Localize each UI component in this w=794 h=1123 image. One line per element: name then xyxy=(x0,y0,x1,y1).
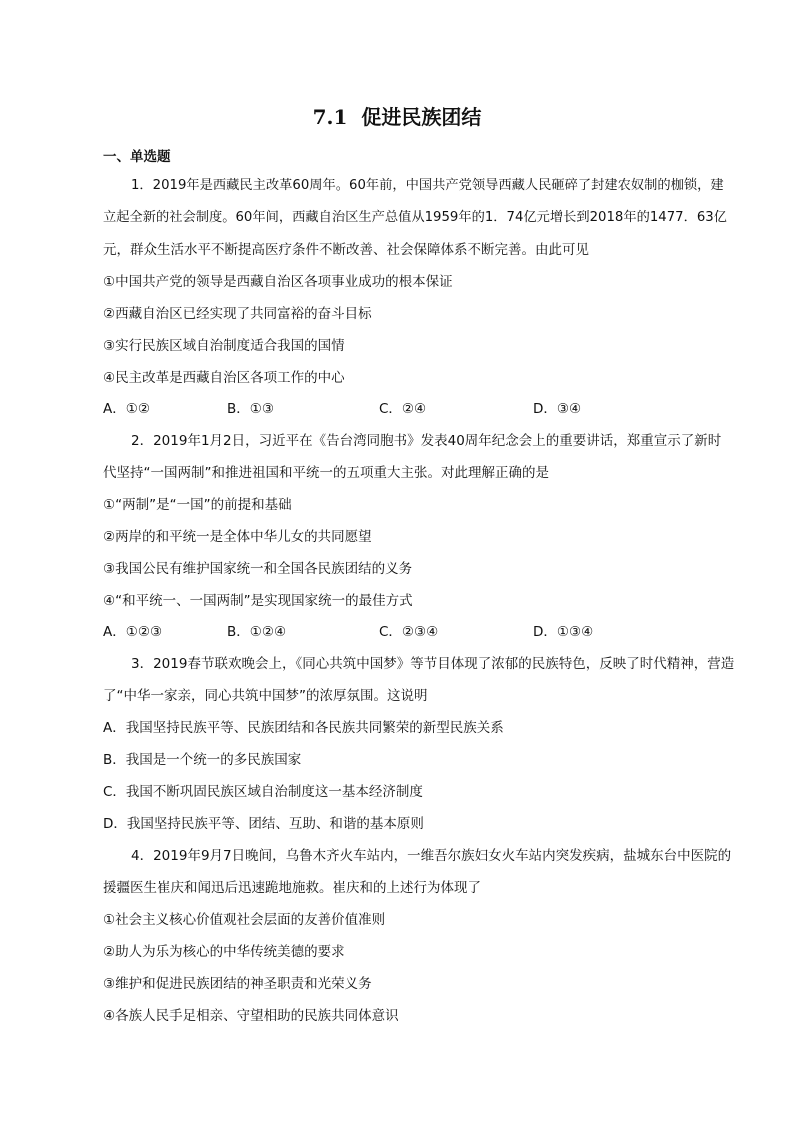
q3-choice-c[interactable]: C．我国不断巩固民族区域自治制度这一基本经济制度 xyxy=(103,784,423,800)
q1-option-4: ④民主改革是西藏自治区各项工作的中心 xyxy=(103,370,345,386)
q4-option-1: ①社会主义核心价值观社会层面的友善价值准则 xyxy=(103,912,386,928)
q1-choice-c[interactable]: C．②④ xyxy=(379,401,427,417)
q1-stem-line-3: 元，群众生活水平不断提高医疗条件不断改善、社会保障体系不断完善。由此可见 xyxy=(103,242,589,258)
q1-choice-b[interactable]: B．①③ xyxy=(227,401,274,417)
q3-stem-line-1: 3．2019春节联欢晚会上，《同心共筑中国梦》等节目体现了浓郁的民族特色，反映了时代精神，营造 xyxy=(131,656,735,672)
q2-stem-line-2: 代坚持“一国两制”和推进祖国和平统一的五项重大主张。对此理解正确的是 xyxy=(103,465,549,481)
q1-choice-d[interactable]: D．③④ xyxy=(533,401,582,417)
q2-choice-d[interactable]: D．①③④ xyxy=(533,624,594,640)
q3-choice-a[interactable]: A．我国坚持民族平等、民族团结和各民族共同繁荣的新型民族关系 xyxy=(103,720,504,736)
q3-choice-b[interactable]: B．我国是一个统一的多民族国家 xyxy=(103,752,302,768)
q4-stem-line-2: 援疆医生崔庆和闻迅后迅速跪地施救。崔庆和的上述行为体现了 xyxy=(103,880,481,896)
q1-stem-line-1: 1．2019年是西藏民主改革60周年。60年前，中国共产党领导西藏人民砸碎了封建农奴制的枷锁，建 xyxy=(131,178,724,193)
title-number: 7.1 xyxy=(312,105,348,129)
q2-option-1: ①“两制”是“一国”的前提和基础 xyxy=(103,497,292,513)
q1-choice-a[interactable]: A．①② xyxy=(103,401,150,417)
q2-option-2: ②两岸的和平统一是全体中华儿女的共同愿望 xyxy=(103,529,372,545)
q3-stem-line-2: 了“中华一家亲，同心共筑中国梦”的浓厚氛围。这说明 xyxy=(103,688,428,704)
q1-option-3: ③实行民族区域自治制度适合我国的国情 xyxy=(103,338,345,354)
q2-choice-b[interactable]: B．①②④ xyxy=(227,624,287,640)
q4-option-3: ③维护和促进民族团结的神圣职责和光荣义务 xyxy=(103,976,372,992)
q4-option-2: ②助人为乐为核心的中华传统美德的要求 xyxy=(103,944,345,960)
q2-option-3: ③我国公民有维护国家统一和全国各民族团结的义务 xyxy=(103,561,413,577)
q3-choice-d[interactable]: D．我国坚持民族平等、团结、互助、和谐的基本原则 xyxy=(103,816,424,832)
q2-choice-a[interactable]: A．①②③ xyxy=(103,624,163,640)
q4-option-4: ④各族人民手足相亲、守望相助的民族共同体意识 xyxy=(103,1008,399,1024)
page-title xyxy=(0,103,794,131)
q1-option-1: ①中国共产党的领导是西藏自治区各项事业成功的根本保证 xyxy=(103,274,453,290)
q4-stem-line-1: 4．2019年9月7日晚间，乌鲁木齐火车站内，一维吾尔族妇女火车站内突发疾病，盐城东台中医院的 xyxy=(131,848,732,864)
q2-option-4: ④“和平统一、一国两制”是实现国家统一的最佳方式 xyxy=(103,593,413,609)
q2-stem-line-1: 2．2019年1月2日，习近平在《告台湾同胞书》发表40周年纪念会上的重要讲话，郑重宣示了新时 xyxy=(131,433,722,449)
q2-choice-c[interactable]: C．②③④ xyxy=(379,624,439,640)
q1-option-2: ②西藏自治区已经实现了共同富裕的奋斗目标 xyxy=(103,306,372,322)
title-text: 促进民族团结 xyxy=(361,105,482,129)
q1-stem-line-2: 立起全新的社会制度。60年间，西藏自治区生产总值从1959年的1．74亿元增长到2018年的1477．63亿 xyxy=(103,210,727,225)
section-heading: 一、单选题 xyxy=(103,149,171,165)
